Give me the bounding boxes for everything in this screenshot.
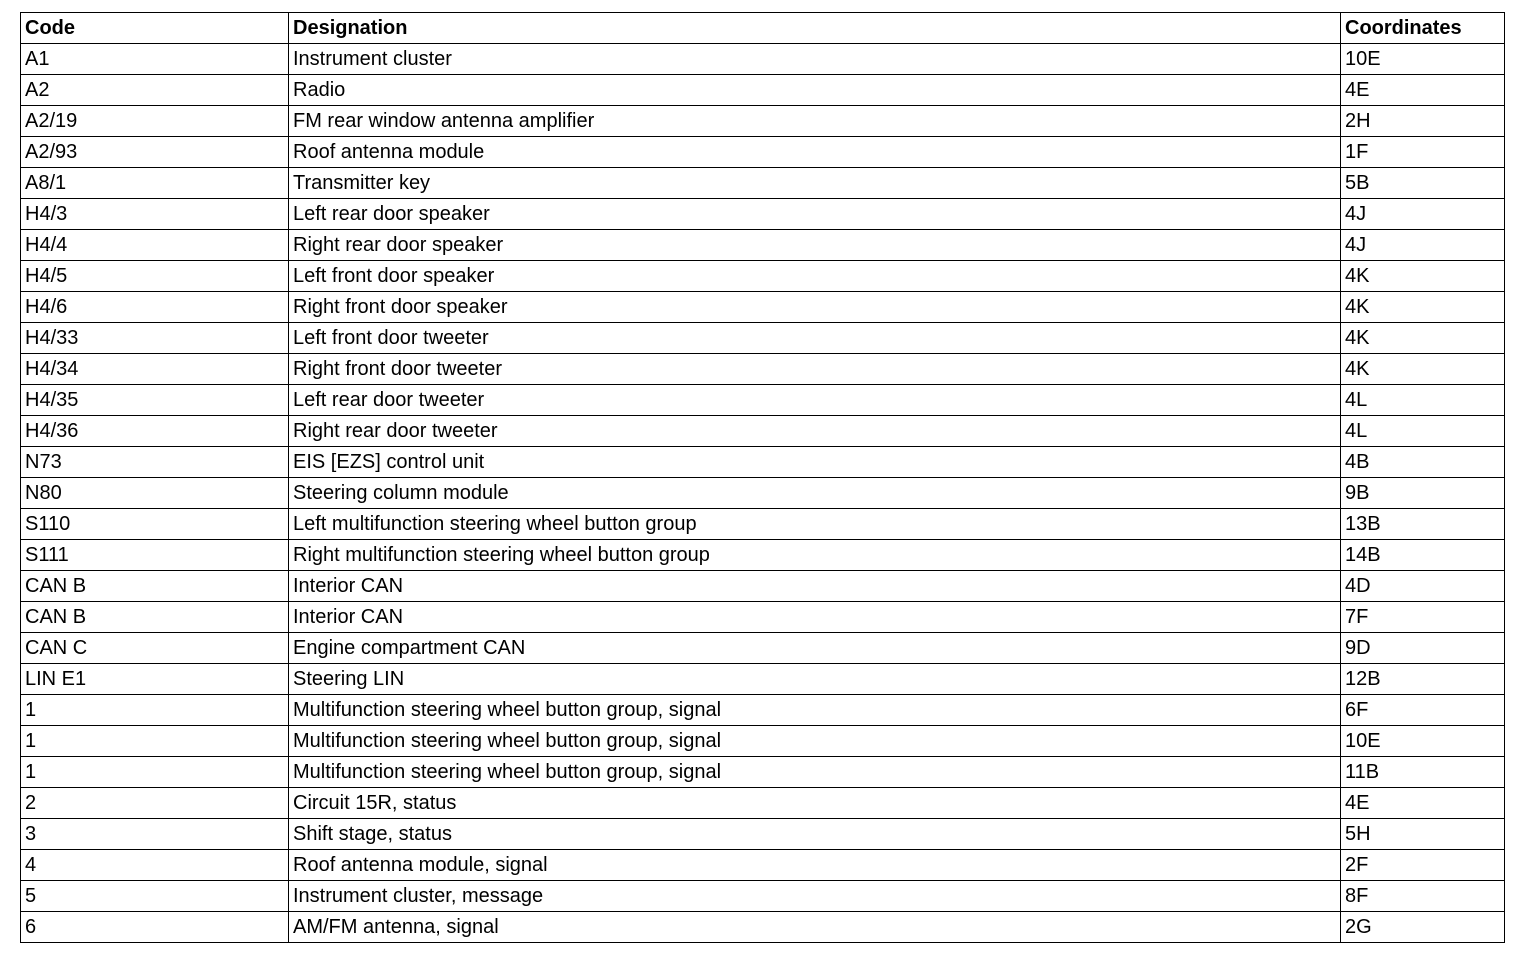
cell-designation: Multifunction steering wheel button group, signal [289, 726, 1341, 757]
component-legend-table [20, 12, 1505, 943]
cell-designation: Left multifunction steering wheel button group [289, 509, 1341, 540]
cell-code: LIN E1 [21, 664, 289, 695]
cell-designation: Left rear door speaker [289, 199, 1341, 230]
cell-coordinates: 4E [1341, 75, 1505, 106]
cell-code: CAN C [21, 633, 289, 664]
cell-designation: Multifunction steering wheel button group, signal [289, 757, 1341, 788]
cell-code: H4/35 [21, 385, 289, 416]
cell-coordinates: 4L [1341, 385, 1505, 416]
cell-coordinates: 4J [1341, 199, 1505, 230]
cell-code: 6 [21, 912, 289, 943]
cell-code: S110 [21, 509, 289, 540]
table-row [21, 571, 1505, 602]
cell-designation: Instrument cluster [289, 44, 1341, 75]
table-row [21, 726, 1505, 757]
cell-designation: Steering LIN [289, 664, 1341, 695]
cell-designation: Instrument cluster, message [289, 881, 1341, 912]
cell-code: N80 [21, 478, 289, 509]
cell-code: 3 [21, 819, 289, 850]
cell-designation: Roof antenna module, signal [289, 850, 1341, 881]
cell-designation: Multifunction steering wheel button group, signal [289, 695, 1341, 726]
table-row [21, 168, 1505, 199]
cell-code: S111 [21, 540, 289, 571]
cell-coordinates: 14B [1341, 540, 1505, 571]
table-row [21, 106, 1505, 137]
table-row [21, 137, 1505, 168]
cell-designation: Right front door speaker [289, 292, 1341, 323]
cell-code: 5 [21, 881, 289, 912]
cell-code: H4/4 [21, 230, 289, 261]
cell-designation: Interior CAN [289, 602, 1341, 633]
cell-coordinates: 5B [1341, 168, 1505, 199]
cell-code: 1 [21, 757, 289, 788]
cell-code: A2/93 [21, 137, 289, 168]
cell-coordinates: 4K [1341, 354, 1505, 385]
table-row [21, 44, 1505, 75]
cell-designation: Radio [289, 75, 1341, 106]
cell-coordinates: 5H [1341, 819, 1505, 850]
header-designation: Designation [289, 13, 1341, 44]
table-row [21, 261, 1505, 292]
cell-code: A2 [21, 75, 289, 106]
cell-code: 2 [21, 788, 289, 819]
cell-designation: Right front door tweeter [289, 354, 1341, 385]
cell-designation: Steering column module [289, 478, 1341, 509]
table-row [21, 695, 1505, 726]
table-row [21, 788, 1505, 819]
cell-coordinates: 9D [1341, 633, 1505, 664]
cell-coordinates: 1F [1341, 137, 1505, 168]
table-row [21, 292, 1505, 323]
table-row [21, 509, 1505, 540]
cell-coordinates: 4J [1341, 230, 1505, 261]
cell-code: 4 [21, 850, 289, 881]
table-row [21, 819, 1505, 850]
cell-coordinates: 4K [1341, 323, 1505, 354]
cell-coordinates: 4K [1341, 261, 1505, 292]
cell-code: CAN B [21, 571, 289, 602]
table-row [21, 602, 1505, 633]
cell-designation: Left front door speaker [289, 261, 1341, 292]
cell-code: H4/6 [21, 292, 289, 323]
table-row [21, 757, 1505, 788]
cell-coordinates: 4B [1341, 447, 1505, 478]
table-row [21, 416, 1505, 447]
table-row [21, 323, 1505, 354]
table-row [21, 385, 1505, 416]
table-row [21, 354, 1505, 385]
cell-designation: Right rear door tweeter [289, 416, 1341, 447]
cell-coordinates: 2H [1341, 106, 1505, 137]
cell-designation: Circuit 15R, status [289, 788, 1341, 819]
cell-coordinates: 4E [1341, 788, 1505, 819]
cell-coordinates: 9B [1341, 478, 1505, 509]
cell-coordinates: 10E [1341, 44, 1505, 75]
header-code: Code [21, 13, 289, 44]
cell-designation: Left front door tweeter [289, 323, 1341, 354]
cell-designation: Engine compartment CAN [289, 633, 1341, 664]
header-coordinates: Coordinates [1341, 13, 1505, 44]
cell-code: N73 [21, 447, 289, 478]
table-body [21, 44, 1505, 943]
cell-coordinates: 8F [1341, 881, 1505, 912]
table-row [21, 75, 1505, 106]
cell-designation: Right rear door speaker [289, 230, 1341, 261]
cell-designation: Shift stage, status [289, 819, 1341, 850]
cell-code: A1 [21, 44, 289, 75]
cell-designation: Right multifunction steering wheel button group [289, 540, 1341, 571]
table-row [21, 199, 1505, 230]
cell-coordinates: 11B [1341, 757, 1505, 788]
cell-coordinates: 4D [1341, 571, 1505, 602]
cell-coordinates: 4K [1341, 292, 1505, 323]
cell-coordinates: 13B [1341, 509, 1505, 540]
cell-coordinates: 10E [1341, 726, 1505, 757]
table-row [21, 850, 1505, 881]
table-row [21, 230, 1505, 261]
table-row [21, 633, 1505, 664]
cell-code: 1 [21, 726, 289, 757]
cell-coordinates: 2G [1341, 912, 1505, 943]
cell-code: H4/5 [21, 261, 289, 292]
cell-code: H4/3 [21, 199, 289, 230]
cell-coordinates: 6F [1341, 695, 1505, 726]
cell-code: 1 [21, 695, 289, 726]
cell-designation: AM/FM antenna, signal [289, 912, 1341, 943]
cell-code: A2/19 [21, 106, 289, 137]
cell-coordinates: 2F [1341, 850, 1505, 881]
cell-designation: Interior CAN [289, 571, 1341, 602]
cell-code: H4/33 [21, 323, 289, 354]
table-row [21, 540, 1505, 571]
cell-code: CAN B [21, 602, 289, 633]
cell-designation: Transmitter key [289, 168, 1341, 199]
cell-designation: Left rear door tweeter [289, 385, 1341, 416]
cell-designation: Roof antenna module [289, 137, 1341, 168]
cell-coordinates: 7F [1341, 602, 1505, 633]
table-row [21, 447, 1505, 478]
cell-coordinates: 12B [1341, 664, 1505, 695]
table-row [21, 664, 1505, 695]
table-row [21, 912, 1505, 943]
cell-coordinates: 4L [1341, 416, 1505, 447]
cell-code: H4/34 [21, 354, 289, 385]
cell-designation: FM rear window antenna amplifier [289, 106, 1341, 137]
table-header-row [21, 13, 1505, 44]
cell-code: A8/1 [21, 168, 289, 199]
table-row [21, 478, 1505, 509]
table-row [21, 881, 1505, 912]
cell-code: H4/36 [21, 416, 289, 447]
cell-designation: EIS [EZS] control unit [289, 447, 1341, 478]
